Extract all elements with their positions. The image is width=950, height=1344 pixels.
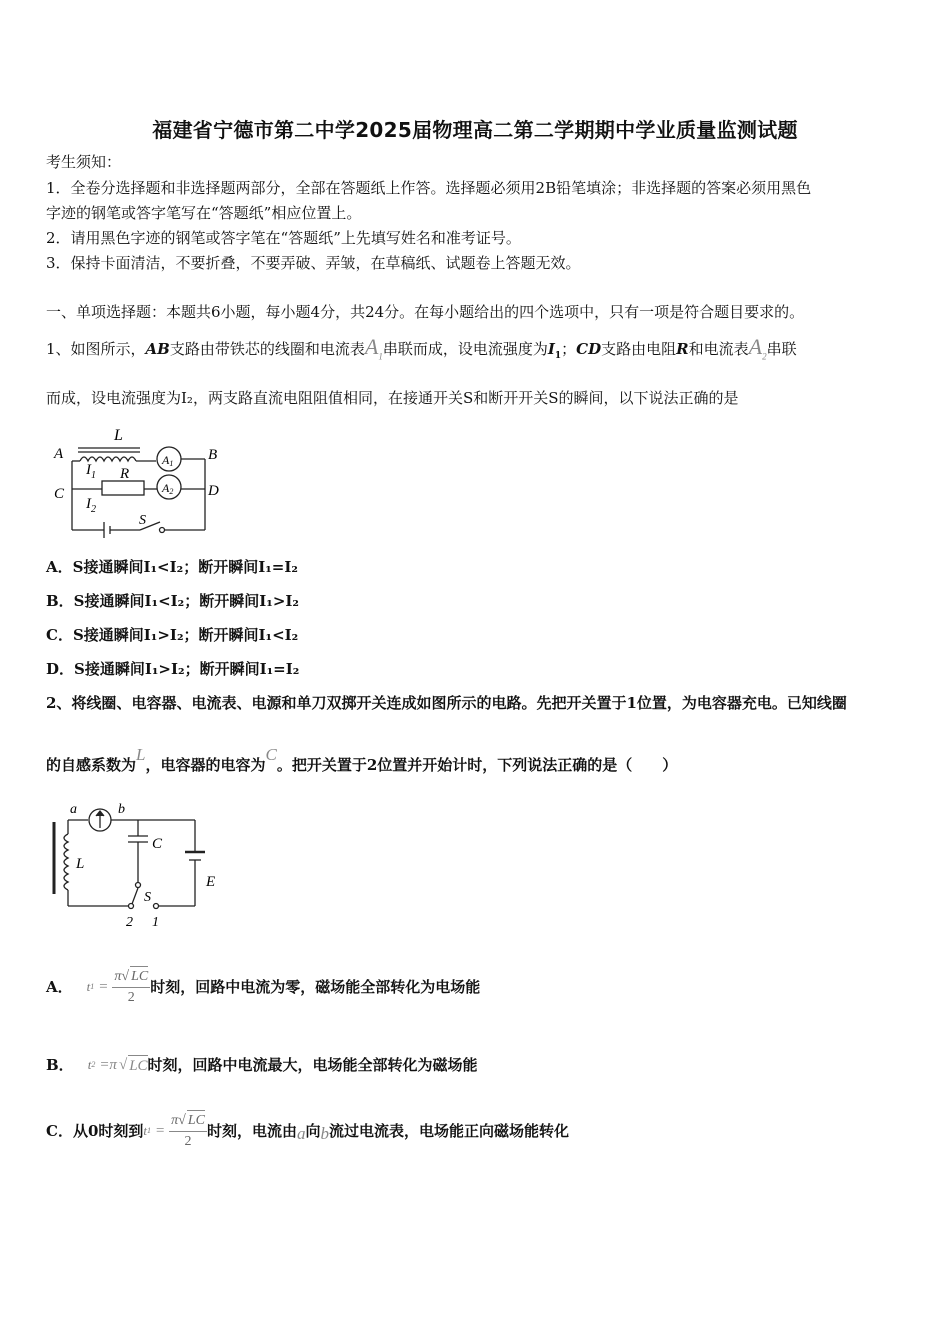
label-b: b [118, 802, 125, 817]
ammeter-a2-label: A2 [162, 481, 174, 496]
q1-option-a: A．S接通瞬间I₁<I₂；断开瞬间I₁=I₂ [46, 558, 298, 576]
label-l: L [114, 427, 123, 444]
question-2-line-1: 2、将线圈、电容器、电流表、电源和单刀双掷开关连成如图所示的电路。先把开关置于1位置，为电容器充电。已知线圈 [46, 694, 847, 712]
label-r: R [120, 466, 130, 482]
ammeter-a1-label: A1 [162, 453, 174, 468]
label-s: S [144, 890, 151, 905]
notice-item-2: 2．请用黑色字迹的钢笔或答字笔在“答题纸”上先填写姓名和准考证号。 [46, 229, 521, 247]
label-i2: $I_2$ [86, 496, 96, 515]
ammeter-a1-symbol: $A_1$ [364, 334, 383, 362]
label-c: C [152, 836, 163, 852]
notice-item-1-line-2: 字迹的钢笔或答字笔写在“答题纸”相应位置上。 [46, 204, 362, 222]
notice-item-1-line-1: 1．全卷分选择题和非选择题两部分，全部在答题纸上作答。选择题必须用2B铅笔填涂；非选择题的答案必须用黑色 [46, 179, 812, 197]
question-1-line-1: 1、如图所示，AB支路由带铁芯的线圈和电流表$A_1$串联而成，设电流强度为$I_1$；CD支路由电阻R和电流表$A_2$串联 [46, 334, 797, 362]
q2-option-a: A． t 1 = $\frac{\pi√ LC}{2}$ 时刻，回路中电流为零，磁场能全部转化为电场能 [46, 962, 480, 1012]
q1-option-d: D．S接通瞬间I₁>I₂；断开瞬间I₁=I₂ [46, 660, 300, 678]
label-d: D [208, 483, 219, 499]
section-heading: 一、单项选择题：本题共6小题，每小题4分，共24分。在每小题给出的四个选项中，只有一项是符合题目要求的。 [46, 303, 805, 321]
label-e: E [206, 874, 216, 890]
q2-option-b: B． t 2 =π √ LC 时刻，回路中电流最大，电场能全部转化为磁场能 [46, 1056, 478, 1074]
label-2: 2 [126, 915, 133, 930]
circuit-diagram-2 [48, 800, 228, 930]
label-c: C [54, 486, 65, 502]
label-b: B [208, 447, 218, 463]
question-2-line-2: 的自感系数为L，电容器的电容为C。把开关置于2位置并开始计时，下列说法正确的是（ ） [46, 745, 678, 774]
ammeter-a2-symbol: $A_2$ [748, 334, 767, 362]
label-a: a [70, 802, 77, 817]
fraction: $\frac{\pi√ LC}{2}$ [112, 966, 150, 1008]
q2-option-c: C． 从0时刻到 t 1 = $\frac{\pi√ LC}{2}$ 时刻，电流由 a 向 b 流过电流表，电场能正向磁场能转化 [46, 1104, 569, 1158]
q1-option-c: C．S接通瞬间I₁>I₂；断开瞬间I₁<I₂ [46, 626, 299, 644]
notice-item-3: 3．保持卡面清洁，不要折叠，不要弄破、弄皱，在草稿纸、试题卷上答题无效。 [46, 254, 581, 272]
question-1-line-2: 而成，设电流强度为I₂，两支路直流电阻阻值相同，在接通开关S和断开开关S的瞬间，以下说法正确的是 [46, 389, 739, 407]
label-i1: $I_1$ [86, 462, 96, 481]
q1-option-b: B．S接通瞬间I₁<I₂；断开瞬间I₁>I₂ [46, 592, 299, 610]
label-l: L [76, 856, 85, 872]
fraction: $\frac{\pi√ LC}{2}$ [169, 1110, 207, 1152]
label-1: 1 [152, 915, 159, 930]
notice-heading: 考生须知： [46, 153, 122, 171]
circuit-diagram-1 [48, 426, 228, 538]
label-a: A [54, 446, 64, 462]
page-title: 福建省宁德市第二中学2025届物理高二第二学期期中学业质量监测试题 [152, 118, 798, 142]
label-s: S [139, 513, 146, 528]
